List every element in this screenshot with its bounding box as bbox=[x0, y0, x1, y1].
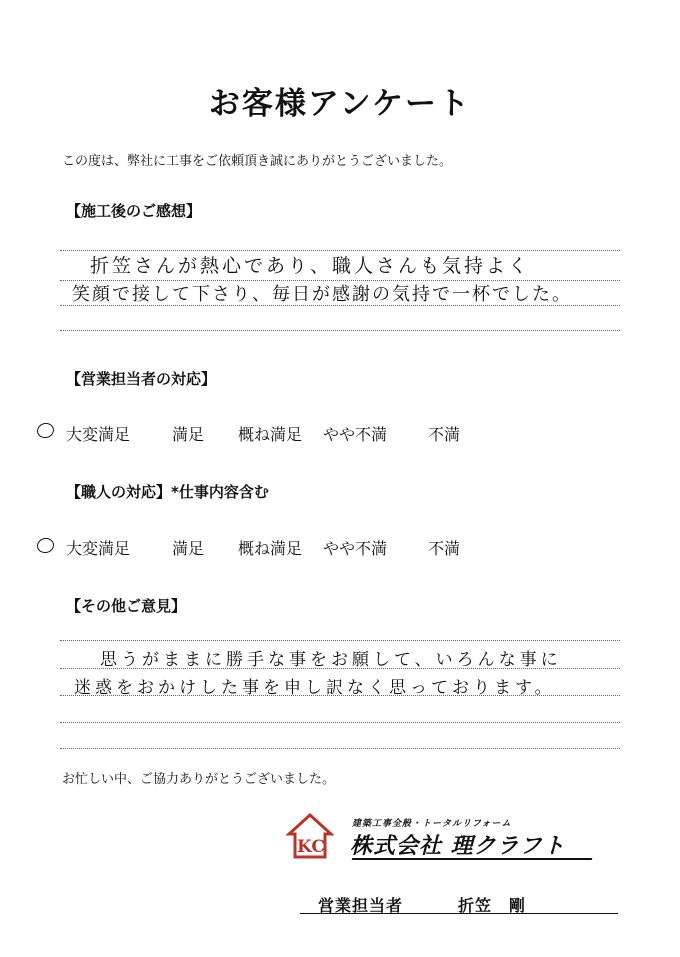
rating-option: 概ね満足 bbox=[238, 425, 303, 444]
dotted-line bbox=[60, 722, 620, 723]
rating-option: 不満 bbox=[428, 425, 461, 444]
handwritten-opinion-line-2: 迷惑をおかけした事を申し訳なく思っております。 bbox=[74, 678, 556, 698]
dotted-line bbox=[60, 748, 620, 749]
sales-response-heading: 【営業担当者の対応】 bbox=[66, 370, 217, 388]
company-underline bbox=[352, 858, 593, 860]
handwritten-opinion-line-1: 思うがままに勝手な事をお願して、いろんな事に bbox=[100, 650, 562, 670]
svg-text:KC: KC bbox=[297, 837, 325, 857]
company-logo-icon bbox=[286, 812, 334, 860]
dotted-line bbox=[60, 640, 620, 641]
company-tagline: 建築工事全般・トータルリフォーム bbox=[352, 819, 512, 829]
handwritten-impression-line-1: 折笠さんが熱心であり、職人さんも気持よく bbox=[90, 255, 531, 277]
rating-option: 満足 bbox=[172, 539, 205, 558]
rating-option: やや不満 bbox=[323, 425, 388, 444]
intro-text: この度は、弊社に工事をご依頼頂き誠にありがとうございました。 bbox=[62, 154, 453, 169]
signature-line bbox=[300, 913, 618, 914]
craftsman-response-heading: 【職人の対応】*仕事内容含む bbox=[66, 483, 269, 501]
selected-circle-mark bbox=[35, 536, 55, 555]
rating-option: やや不満 bbox=[323, 539, 388, 558]
other-opinions-heading: 【その他ご意見】 bbox=[66, 597, 187, 615]
sales-rep-name: 折笠 剛 bbox=[458, 896, 527, 915]
dotted-line bbox=[60, 330, 620, 331]
rating-option: 大変満足 bbox=[66, 425, 131, 444]
handwritten-impression-line-2: 笑顔で接して下さり、毎日が感謝の気持で一杯でした。 bbox=[72, 284, 572, 305]
rating-option: 満足 bbox=[172, 425, 205, 444]
company-name: 株式会社 理クラフト bbox=[350, 834, 566, 859]
page-title: お客様アンケート bbox=[208, 86, 472, 122]
rating-option: 不満 bbox=[428, 539, 461, 558]
rating-option: 大変満足 bbox=[66, 539, 131, 558]
rating-option: 概ね満足 bbox=[238, 539, 303, 558]
selected-circle-mark bbox=[35, 421, 55, 440]
closing-text: お忙しい中、ご協力ありがとうございました。 bbox=[62, 772, 336, 787]
sales-rep-label: 営業担当者 bbox=[318, 896, 404, 915]
impressions-heading: 【施工後のご感想】 bbox=[66, 202, 202, 220]
